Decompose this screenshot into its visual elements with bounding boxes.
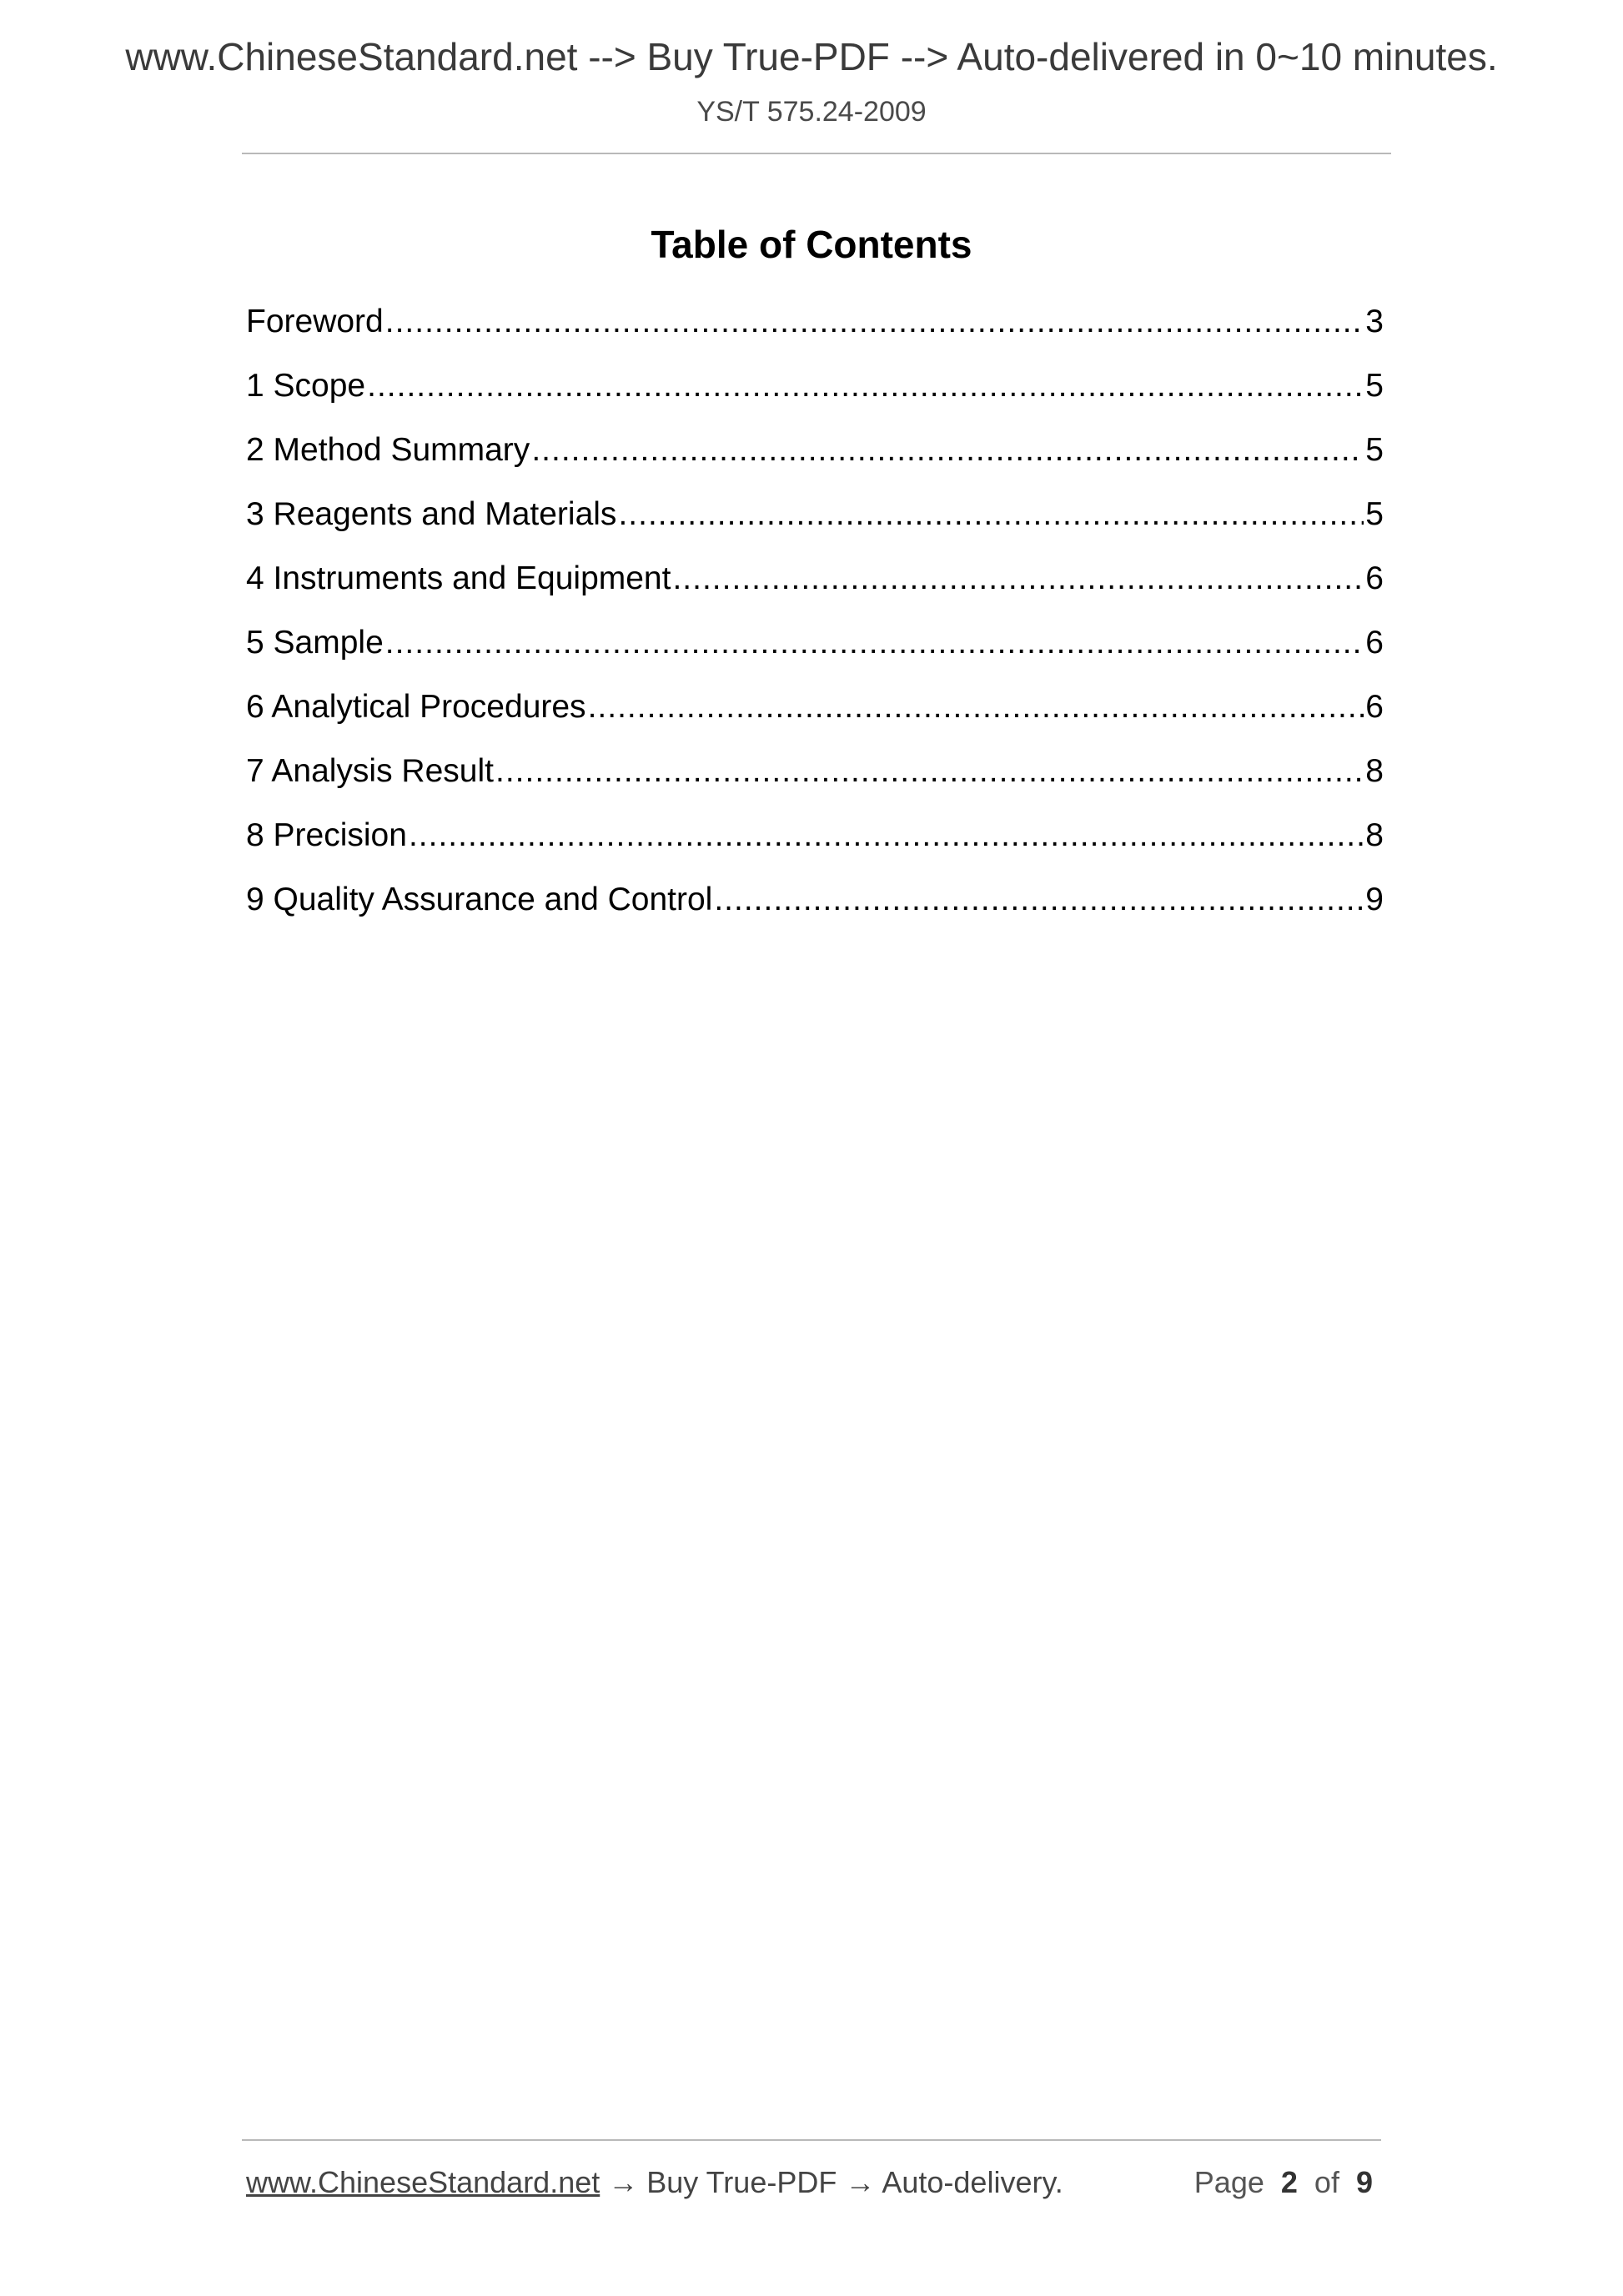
toc-entry-quality-assurance-and-control[interactable] <box>246 877 1384 941</box>
footer-buy-text: Buy True-PDF <box>646 2165 837 2199</box>
toc-entry-label: 4 Instruments and Equipment <box>246 560 671 596</box>
toc-dot-leader <box>588 684 1364 731</box>
toc-entry-sample[interactable] <box>246 620 1384 684</box>
toc-dot-leader <box>367 363 1364 409</box>
toc-entry-page: 9 <box>1365 882 1384 917</box>
arrow-right-icon: → <box>600 2165 647 2199</box>
footer-promo <box>246 2164 1063 2201</box>
toc-dot-leader <box>618 491 1364 538</box>
toc-entry-label: 1 Scope <box>246 368 366 404</box>
toc-entry-label: 7 Analysis Result <box>246 753 494 789</box>
toc-entry-page: 6 <box>1365 560 1384 596</box>
toc-list <box>246 299 1384 941</box>
toc-dot-leader <box>385 299 1364 345</box>
toc-entry-page: 8 <box>1365 817 1384 853</box>
toc-dot-leader <box>385 620 1364 666</box>
toc-entry-page: 6 <box>1365 689 1384 725</box>
current-page-number: 2 <box>1280 2165 1298 2199</box>
toc-entry-label: 3 Reagents and Materials <box>246 496 617 532</box>
toc-dot-leader <box>672 555 1364 602</box>
toc-entry-precision[interactable] <box>246 812 1384 877</box>
toc-entry-page: 6 <box>1365 625 1384 661</box>
footer-divider <box>242 2139 1381 2141</box>
toc-entry-page: 5 <box>1365 496 1384 532</box>
toc-entry-method-summary[interactable] <box>246 427 1384 491</box>
toc-entry-scope[interactable] <box>246 363 1384 427</box>
page-word: Page <box>1193 2165 1264 2199</box>
toc-dot-leader <box>714 877 1364 923</box>
toc-entry-page: 8 <box>1365 753 1384 789</box>
toc-entry-instruments-and-equipment[interactable] <box>246 555 1384 620</box>
document-code: YS/T 575.24-2009 <box>696 96 927 128</box>
toc-dot-leader <box>495 748 1364 795</box>
toc-entry-analytical-procedures[interactable] <box>246 684 1384 748</box>
footer-delivery-text: Auto-delivery. <box>882 2165 1063 2199</box>
header-divider <box>242 153 1391 154</box>
toc-entry-label: 8 Precision <box>246 817 407 853</box>
total-pages-number: 9 <box>1355 2165 1373 2199</box>
toc-entry-label: 2 Method Summary <box>246 432 530 468</box>
toc-entry-label: 5 Sample <box>246 625 384 661</box>
arrow-right-icon: → <box>837 2165 882 2199</box>
toc-entry-page: 3 <box>1365 304 1384 339</box>
toc-entry-label: 6 Analytical Procedures <box>246 689 586 725</box>
toc-dot-leader <box>531 427 1364 474</box>
footer-site-link[interactable]: www.ChineseStandard.net <box>246 2165 600 2199</box>
toc-entry-page: 5 <box>1365 432 1384 468</box>
toc-entry-foreword[interactable] <box>246 299 1384 363</box>
top-banner: www.ChineseStandard.net --> Buy True-PDF --> Auto-delivered in 0~10 minutes. <box>125 35 1498 78</box>
page-indicator <box>1194 2164 1373 2201</box>
of-word: of <box>1314 2165 1339 2199</box>
toc-entry-reagents-and-materials[interactable] <box>246 491 1384 555</box>
toc-entry-analysis-result[interactable] <box>246 748 1384 812</box>
toc-title: Table of Contents <box>651 223 972 266</box>
toc-entry-label: 9 Quality Assurance and Control <box>246 882 713 917</box>
toc-entry-label: Foreword <box>246 304 384 339</box>
toc-entry-page: 5 <box>1365 368 1384 404</box>
toc-dot-leader <box>409 812 1364 859</box>
